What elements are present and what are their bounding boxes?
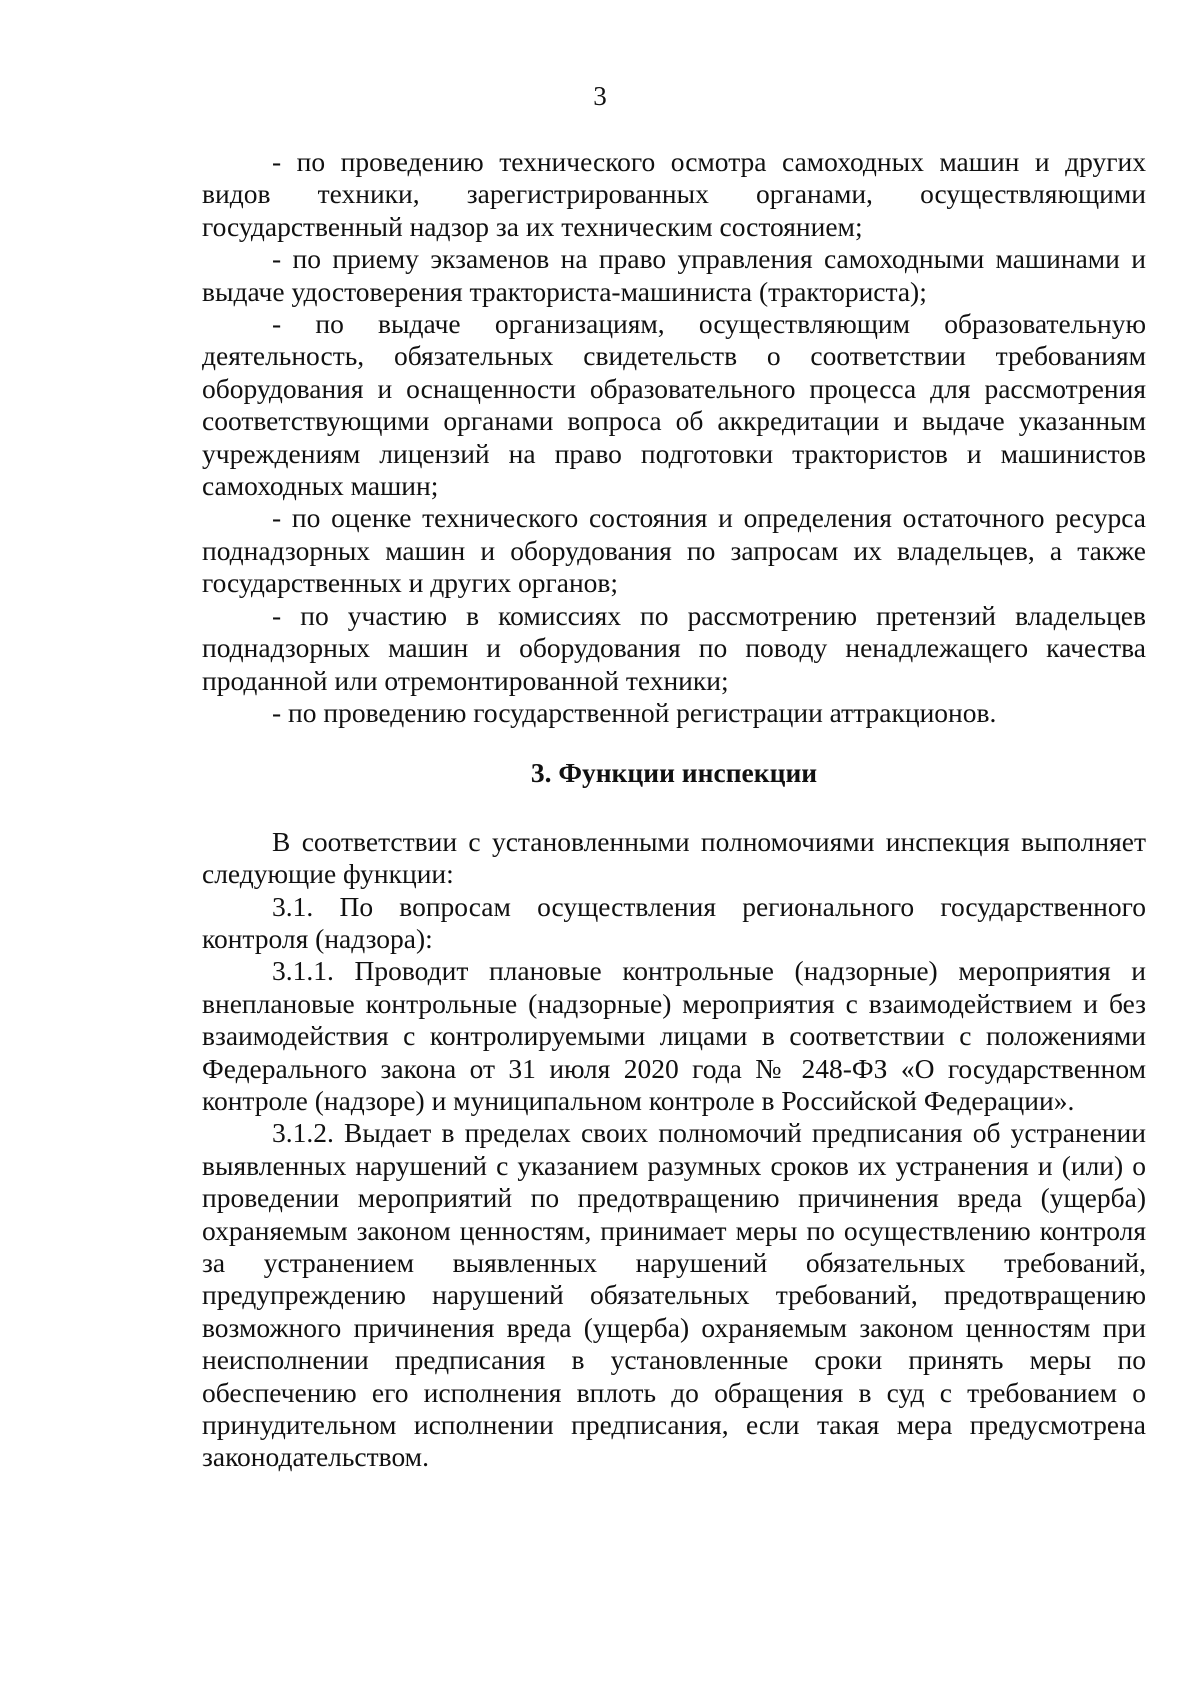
paragraph-commissions: - по участию в комиссиях по рассмотрению претензий владельцев поднадзорных машин и оборудования по поводу ненадлежащего качества проданной или отремонтированной техники; — [202, 599, 1146, 696]
spacer — [202, 729, 1146, 757]
paragraph-certificates: - по выдаче организациям, осуществляющим образовательную деятельность, обязательных свидетельств о соответствии требованиям оборудования и оснащенности образовательного процесса для рассмотрения соответствующими органами вопроса об аккредитации и выдаче указанным учреждениям лицензий на право подготовки трактористов и машинистов самоходных машин; — [202, 308, 1146, 502]
paragraph-technical-inspection: - по проведению технического осмотра самоходных машин и других видов техники, зарегистрированных органами, осуществляющими государственный надзор за их техническим состоянием; — [202, 146, 1146, 242]
paragraph-exams: - по приему экзаменов на право управления самоходными машинами и выдаче удостоверения тракториста-машиниста (тракториста); — [202, 243, 1146, 307]
paragraph-attractions: - по проведению государственной регистрации аттракционов. — [272, 696, 997, 728]
paragraph-3-1-2: 3.1.2. Выдает в пределах своих полномочий предписания об устранении выявленных нарушений с указанием разумных сроков их устранения и (или) о проведении мероприятий по предотвращению причинения вреда (ущерба) охраняемым законом ценностям, принимает меры по осуществлению контроля за устранением выявленных нарушений обязательных требований, предупреждению нарушений обязательных требований, предотвращению возможного причинения вреда (ущерба) охраняемым законом ценностям при неисполнении предписания в установленные сроки принять меры по обеспечению его исполнения вплоть до обращения в суд с требованием о принудительном исполнении предписания, если такая мера предусмотрена законодательством. — [202, 1117, 1146, 1473]
spacer — [202, 790, 1146, 826]
paragraph-3-1-1: 3.1.1. Проводит плановые контрольные (надзорные) мероприятия и внеплановые контрольные (надзорные) мероприятия с взаимодействием и без взаимодействия с контролируемыми лицами в соответствии с положениями Федерального закона от 31 июля 2020 года № 248-ФЗ «О государственном контроле (надзоре) и муниципальном контроле в Российской Федерации». — [202, 955, 1146, 1116]
page-number: 3 — [593, 81, 607, 111]
document-body — [202, 146, 1146, 1474]
paragraph-technical-assessment: - по оценке технического состояния и определения остаточного ресурса поднадзорных машин и оборудования по запросам их владельцев, а также государственных и других органов; — [202, 502, 1146, 599]
paragraph-intro: В соответствии с установленными полномочиями инспекция выполняет следующие функции: — [202, 825, 1146, 890]
paragraph-3-1: 3.1. По вопросам осуществления регионального государственного контроля (надзора): — [202, 890, 1146, 954]
section-heading: 3. Функции инспекции — [530, 757, 818, 789]
